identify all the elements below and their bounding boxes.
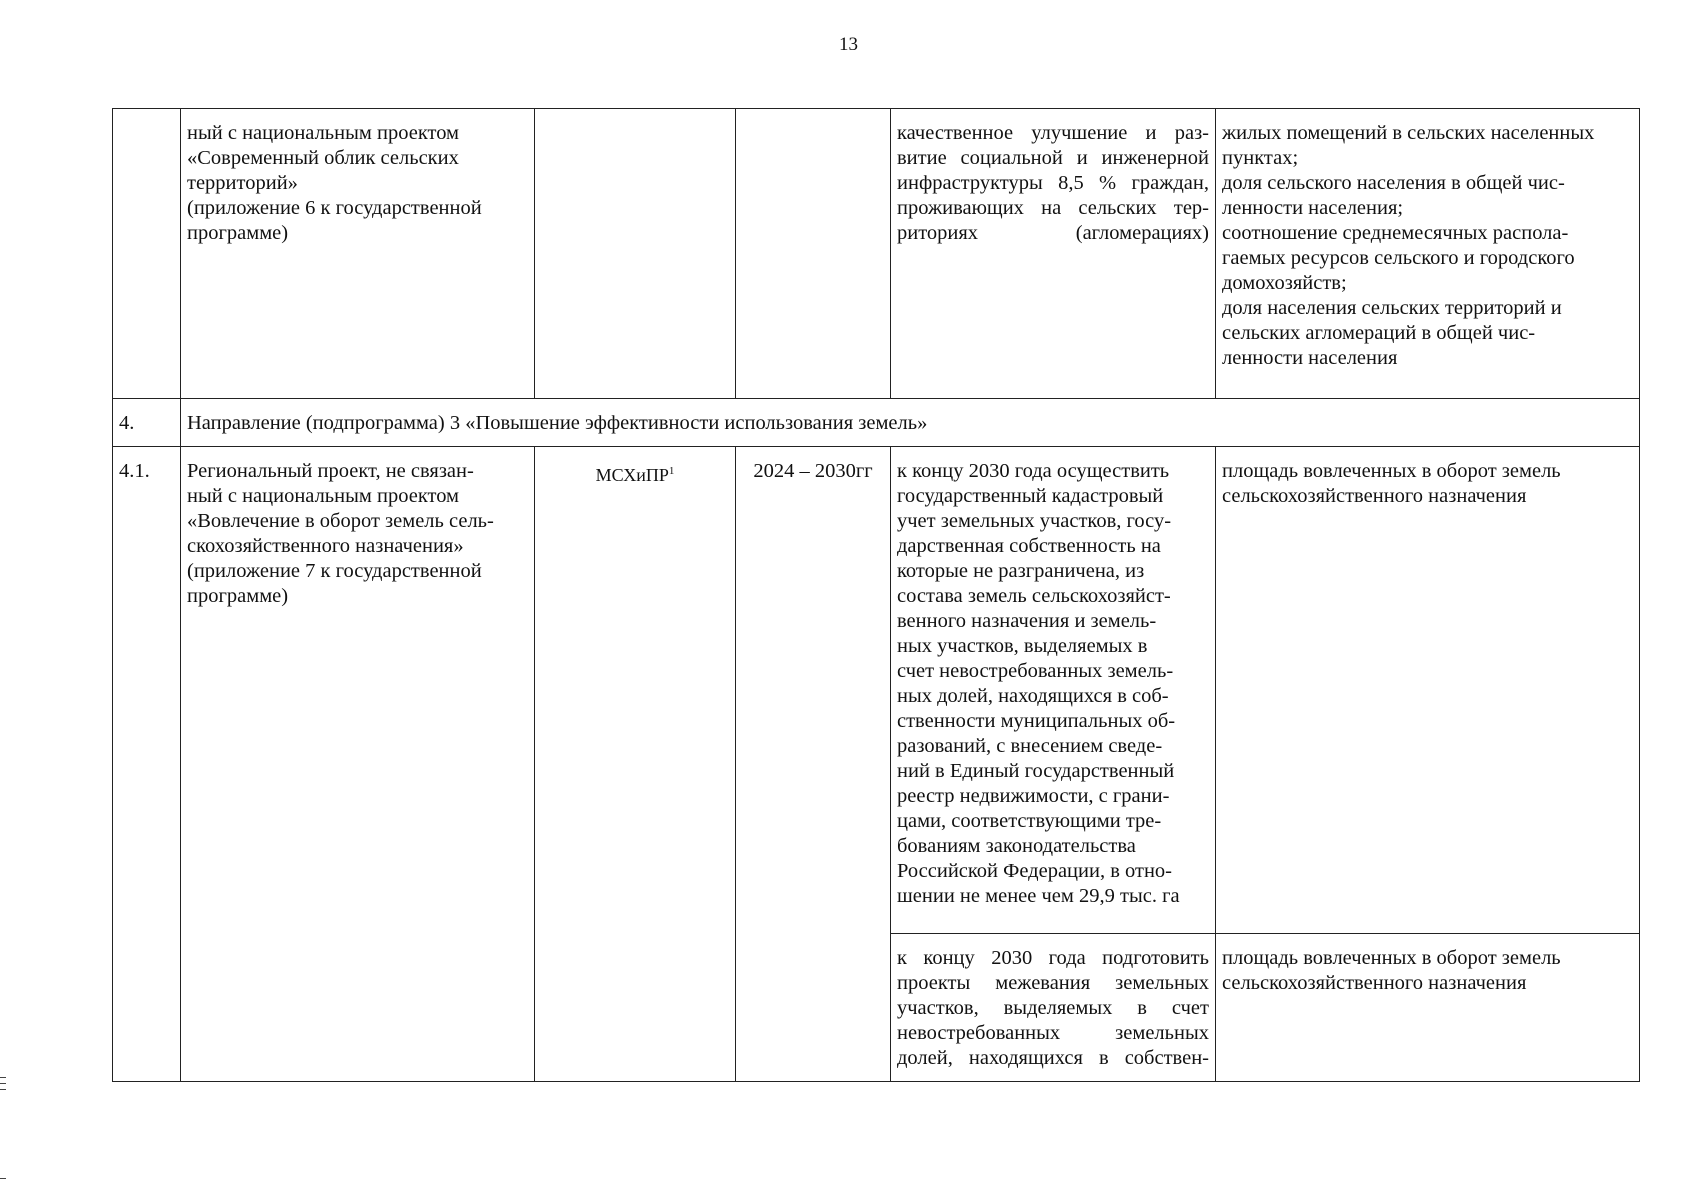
text-line: ных долей, находящихся в соб- [897,685,1169,707]
text-line: домохозяйств; [1222,272,1347,294]
text-line: невостребованных земельных [897,1022,1209,1044]
section-title: Направление (подпрограмма) 3 «Повышение эффективности использования земель» [181,399,1640,447]
indicator-cell [1216,934,1640,1082]
text-line: площадь вовлеченных в оборот земель [1222,460,1561,482]
indicator-text [1222,459,1633,509]
text-line: инфраструктуры 8,5 % граждан, [897,172,1209,194]
row-number-cell: 4.1. [113,447,181,1082]
text-line: сельскохозяйственного назначения [1222,485,1527,507]
text-line: ний в Единый государственный [897,760,1175,782]
project-name-text [187,459,528,609]
row-number-cell [113,109,181,399]
table-row-continuation [113,109,1640,399]
text-line: программе) [187,585,289,607]
text-line: пунктах; [1222,147,1299,169]
text-line: к концу 2030 года осуществить [897,460,1170,482]
text-line: участков, выделяемых в счет [897,997,1209,1019]
indicator-text [1222,121,1633,371]
text-line: проживающих на сельских тер- [897,197,1209,219]
table-row-section-4 [113,399,1640,447]
text-line: риториях (агломерациях) [897,222,1209,244]
scan-edge-mark [0,1089,6,1090]
text-line: разований, с внесением сведе- [897,735,1163,757]
text-line: качественное улучшение и раз- [897,122,1209,144]
indicator-text [1222,946,1633,996]
text-line: шении не менее чем 29,9 тыс. га [897,885,1180,907]
section-number: 4. [113,399,181,447]
text-line: счет невостребованных земель- [897,660,1174,682]
text-line: программе) [187,222,289,244]
text-line: территорий» [187,172,298,194]
text-line: сельскохозяйственного назначения [1222,972,1527,994]
task-cell [891,447,1216,934]
text-line: долей, находящихся в собствен- [897,1047,1209,1069]
scan-edge-mark [0,1083,6,1084]
text-line: площадь вовлеченных в оборот земель [1222,947,1561,969]
table-row-4-1 [113,447,1640,934]
text-line: бованиям законодательства [897,835,1136,857]
text-line: сельских агломераций в общей чис- [1222,322,1536,344]
period-cell: 2024 – 2030гг [736,447,891,1082]
text-line: (приложение 7 к государственной [187,560,482,582]
program-table [112,108,1640,1082]
responsible-cell [535,109,736,399]
text-line: витие социальной и инженерной [897,147,1209,169]
task-cell [891,934,1216,1082]
text-line: к концу 2030 года подготовить [897,947,1209,969]
scan-edge-mark [0,1077,6,1078]
text-line: ственности муниципальных об- [897,710,1176,732]
text-line: венного назначения и земель- [897,610,1157,632]
text-line: ных участков, выделяемых в [897,635,1148,657]
text-line: проекты межевания земельных [897,972,1209,994]
text-line: скохозяйственного назначения» [187,535,464,557]
text-line: ленности населения [1222,347,1398,369]
text-line: доля населения сельских территорий и [1222,297,1562,319]
text-line: государственный кадастровый [897,485,1164,507]
task-text [897,459,1209,909]
task-text [897,946,1209,1071]
text-line: «Современный облик сельских [187,147,459,169]
text-line: учет земельных участков, госу- [897,510,1172,532]
text-line: Региональный проект, не связан- [187,460,474,482]
task-text [897,121,1209,246]
scan-edge-mark [0,1178,6,1179]
responsible-text: МСХиПР [595,465,669,485]
task-cell [891,109,1216,399]
text-line: «Вовлечение в оборот земель сель- [187,510,494,532]
text-line: жилых помещений в сельских населенных [1222,122,1595,144]
responsible-cell [535,447,736,1082]
indicator-cell [1216,109,1640,399]
text-line: соотношение среднемесячных распола- [1222,222,1569,244]
text-line: которые не разграничена, из [897,560,1145,582]
project-name-cell [181,109,535,399]
text-line: состава земель сельскохозяйст- [897,585,1171,607]
text-line: ленности населения; [1222,197,1404,219]
project-name-text [187,121,528,246]
text-line: дарственная собственность на [897,535,1161,557]
text-line: цами, соответствующими тре- [897,810,1162,832]
text-line: реестр недвижимости, с грани- [897,785,1170,807]
project-name-cell [181,447,535,1082]
text-line: доля сельского населения в общей чис- [1222,172,1565,194]
period-cell [736,109,891,399]
text-line: Российской Федерации, в отно- [897,860,1173,882]
text-line: ный с национальным проектом [187,485,460,507]
text-line: ный с национальным проектом [187,122,460,144]
text-line: гаемых ресурсов сельского и городского [1222,247,1575,269]
indicator-cell [1216,447,1640,934]
page-number: 13 [839,34,858,55]
footnote-marker: 1 [668,465,675,477]
text-line: (приложение 6 к государственной [187,197,482,219]
